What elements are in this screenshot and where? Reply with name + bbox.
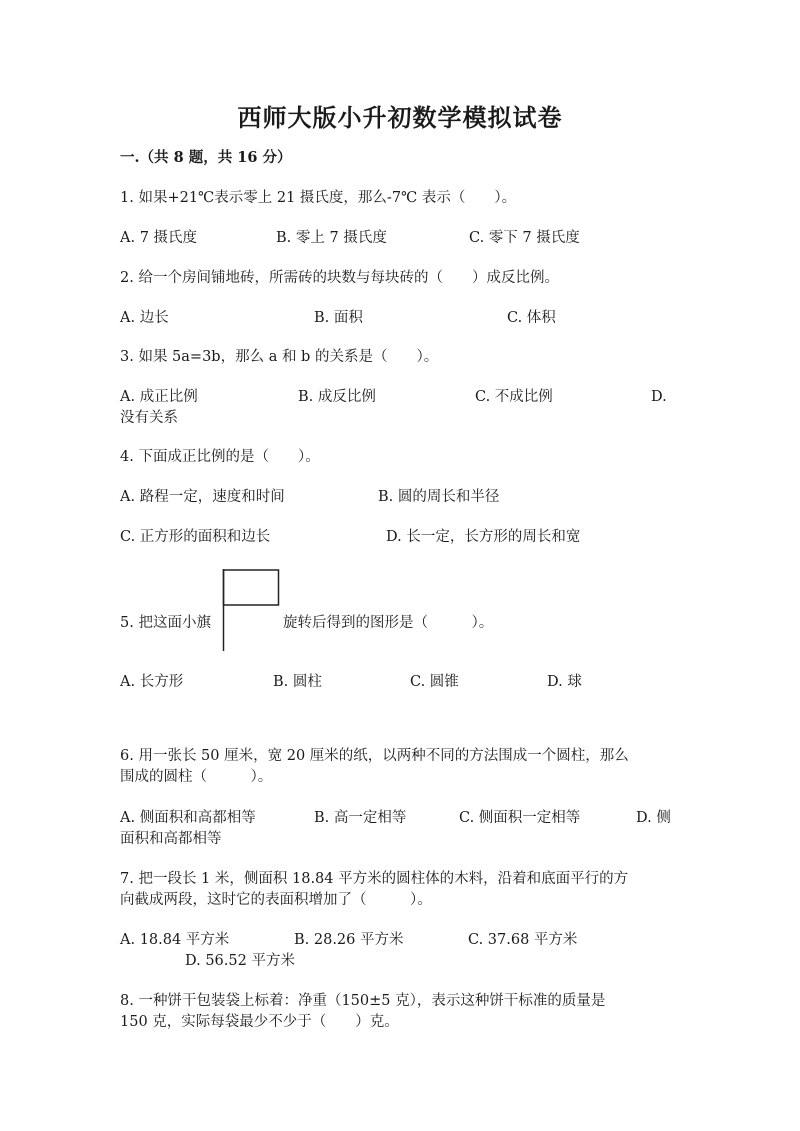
question-2-option-a: A. 边长 bbox=[120, 310, 169, 326]
question-4-option-c: C. 正方形的面积和边长 bbox=[120, 529, 271, 545]
question-3-option-d: D. bbox=[651, 389, 667, 405]
question-1-option-b: B. 零上 7 摄氏度 bbox=[276, 230, 387, 246]
question-7-stem-line-1: 7. 把一段长 1 米，侧面积 18.84 平方米的圆柱体的木料，沿着和底面平行的方 bbox=[120, 871, 629, 887]
question-4-stem: 4. 下面成正比例的是（ ）。 bbox=[120, 449, 320, 465]
question-5-stem-right: 旋转后得到的图形是（ ）。 bbox=[283, 615, 494, 631]
question-2-stem: 2. 给一个房间铺地砖，所需砖的块数与每块砖的（ ）成反比例。 bbox=[120, 270, 559, 286]
question-4-option-d: D. 长一定，长方形的周长和宽 bbox=[386, 529, 581, 545]
question-8-stem-line-2: 150 克，实际每袋最少不少于（ ）克。 bbox=[120, 1014, 399, 1030]
question-2-option-b: B. 面积 bbox=[314, 310, 363, 326]
question-5-option-b: B. 圆柱 bbox=[273, 674, 322, 690]
question-6-stem-line-2: 围成的圆柱（ ）。 bbox=[120, 769, 273, 785]
question-7-option-d: D. 56.52 平方米 bbox=[185, 953, 295, 969]
question-5-option-c: C. 圆锥 bbox=[410, 674, 459, 690]
question-7-option-c: C. 37.68 平方米 bbox=[468, 932, 578, 948]
question-5-option-d: D. 球 bbox=[547, 674, 582, 690]
question-7-option-a: A. 18.84 平方米 bbox=[120, 932, 230, 948]
question-3-option-d-continued: 没有关系 bbox=[120, 410, 178, 426]
question-3-option-a: A. 成正比例 bbox=[120, 389, 198, 405]
question-6-stem-line-1: 6. 用一张长 50 厘米，宽 20 厘米的纸，以两种不同的方法围成一个圆柱，那么 bbox=[120, 748, 629, 764]
question-1-option-c: C. 零下 7 摄氏度 bbox=[469, 230, 580, 246]
question-7-option-b: B. 28.26 平方米 bbox=[294, 932, 404, 948]
question-6-option-d: D. 侧 bbox=[636, 810, 671, 826]
question-5-stem-left: 5. 把这面小旗 bbox=[120, 615, 211, 631]
question-6-option-a: A. 侧面积和高都相等 bbox=[120, 810, 256, 826]
question-3-option-b: B. 成反比例 bbox=[298, 389, 376, 405]
page-title: 西师大版小升初数学模拟试卷 bbox=[237, 103, 563, 132]
question-8-stem-line-1: 8. 一种饼干包装袋上标着：净重（150±5 克），表示这种饼干标准的质量是 bbox=[120, 993, 606, 1009]
question-2-option-c: C. 体积 bbox=[507, 310, 556, 326]
question-7-stem-line-2: 向截成两段，这时它的表面积增加了（ ）。 bbox=[120, 892, 432, 908]
flag-figure bbox=[222, 569, 280, 651]
question-5-option-a: A. 长方形 bbox=[120, 674, 184, 690]
question-4-option-b: B. 圆的周长和半径 bbox=[378, 489, 500, 505]
question-6-option-b: B. 高一定相等 bbox=[314, 810, 407, 826]
question-3-stem: 3. 如果 5a=3b，那么 a 和 b 的关系是（ ）。 bbox=[120, 349, 439, 365]
section-heading: 一.（共 8 题，共 16 分） bbox=[120, 149, 292, 166]
question-3-option-c: C. 不成比例 bbox=[475, 389, 553, 405]
question-1-stem: 1. 如果+21℃表示零上 21 摄氏度，那么-7℃ 表示（ ）。 bbox=[120, 190, 517, 206]
question-6-option-c: C. 侧面积一定相等 bbox=[459, 810, 581, 826]
question-6-option-d-continued: 面积和高都相等 bbox=[120, 831, 222, 847]
question-1-option-a: A. 7 摄氏度 bbox=[120, 230, 198, 246]
question-4-option-a: A. 路程一定，速度和时间 bbox=[120, 489, 285, 505]
